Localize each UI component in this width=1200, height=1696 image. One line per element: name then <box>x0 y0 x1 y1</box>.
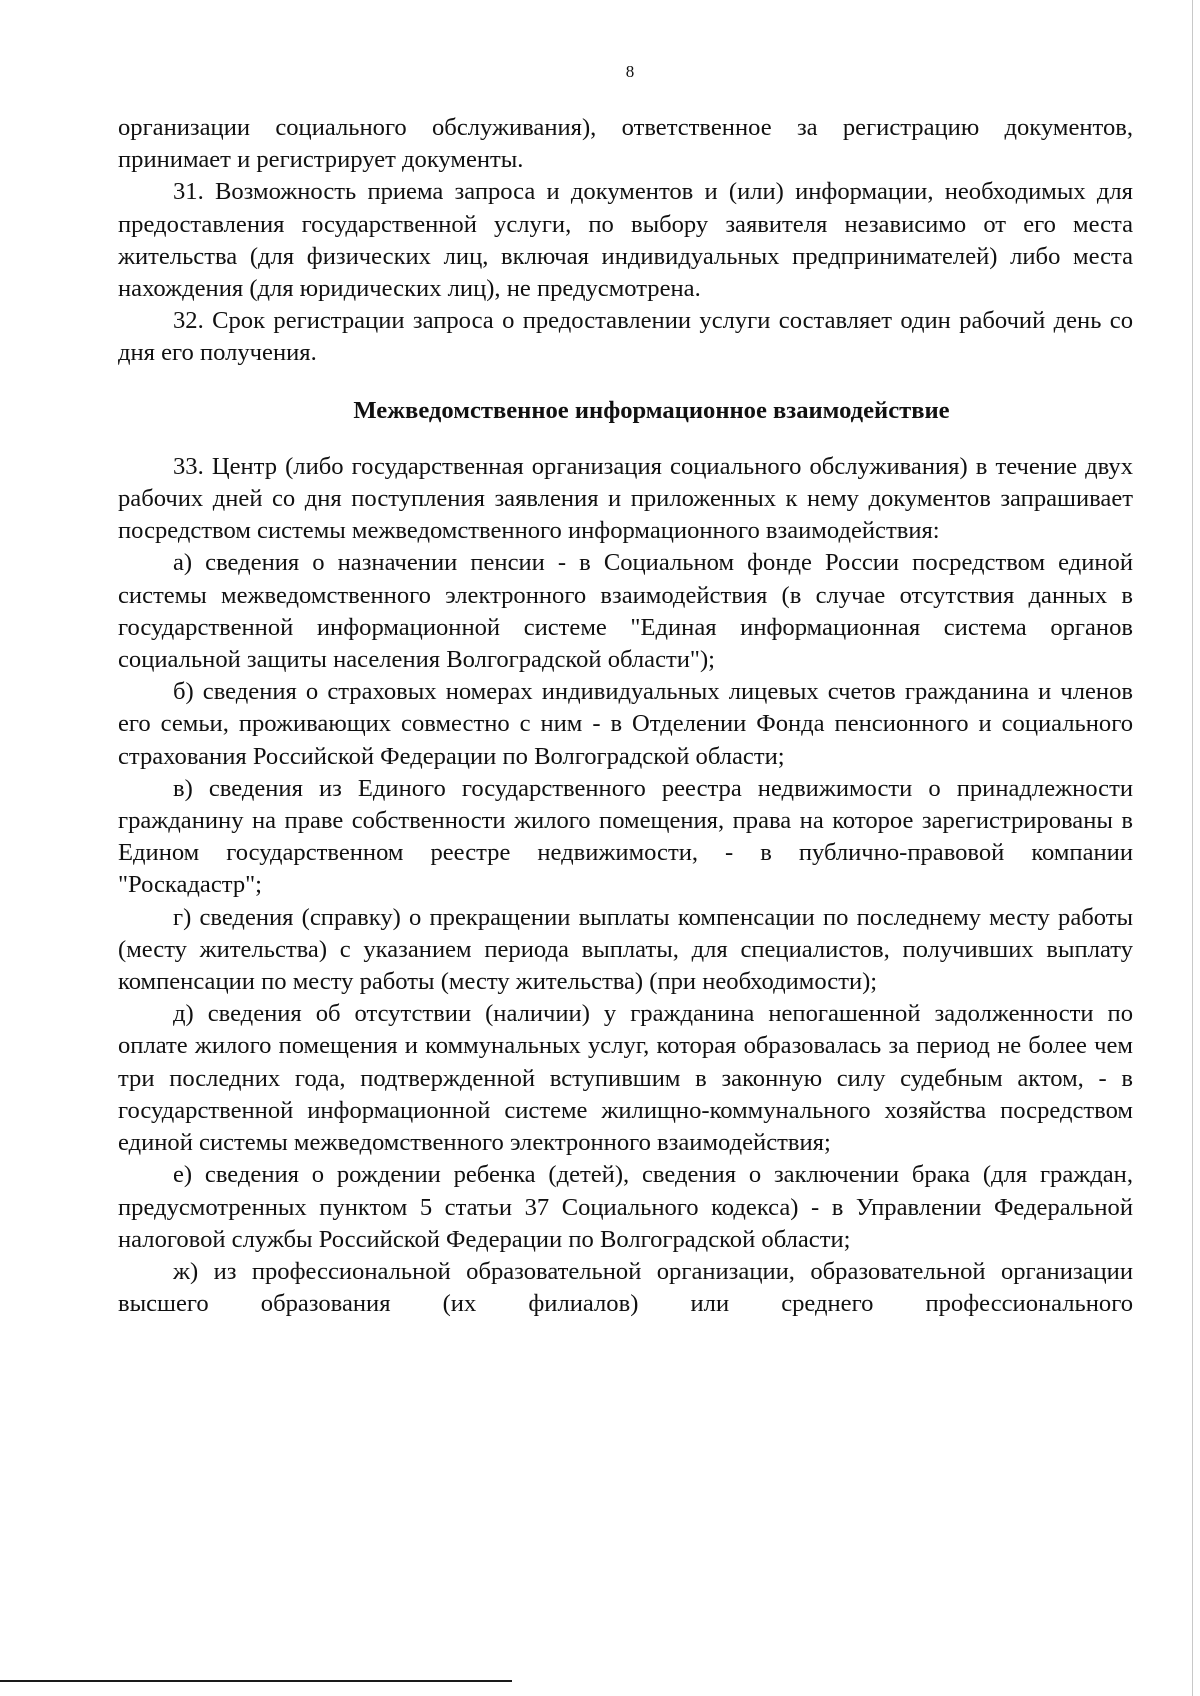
paragraph-31: 31. Возможность приема запроса и документов и (или) информации, необходимых для предоставления государственной услуги, по выбору заявителя независимо от его места жительства (для физических лиц, включая индивидуальных предпринимателей) либо места нахождения (для юридических лиц), не предусмотрена. <box>118 178 1133 303</box>
paragraph-continuation: организации социального обслуживания), ответственное за регистрацию документов, принимает и регистрирует документы. <box>118 114 1133 174</box>
page-number: 8 <box>625 62 635 81</box>
paragraph-32: 32. Срок регистрации запроса о предоставлении услуги составляет один рабочий день со дня его получения. <box>118 307 1133 367</box>
list-item-g: г) сведения (справку) о прекращении выплаты компенсации по последнему месту работы (месту жительства) с указанием периода выплаты, для специалистов, получивших выплату компенсации по месту работы (месту жительства) (при необходимости); <box>118 903 1133 996</box>
list-item-zh: ж) из профессиональной образовательной организации, образовательной организации высшего образования (их филиалов) или среднего профессионального <box>118 1257 1133 1318</box>
document-body <box>118 112 1133 1320</box>
list-item-v: в) сведения из Единого государственного реестра недвижимости о принадлежности гражданину на праве собственности жилого помещения, права на которое зарегистрированы в Едином государственном реестре недвижимости, - в публично-правовой компании "Роскадастр"; <box>118 774 1133 899</box>
section-heading: Межведомственное информационное взаимодействие <box>353 396 950 424</box>
list-item-b: б) сведения о страховых номерах индивидуальных лицевых счетов гражданина и членов его семьи, проживающих совместно с ним - в Отделении Фонда пенсионного и социального страхования Российской Федерации по Волгоградской области; <box>118 678 1133 770</box>
list-item-a: а) сведения о назначении пенсии - в Социальном фонде России посредством единой системы межведомственного электронного взаимодействия (в случае отсутствия данных в государственной информационной системе "Единая информационная система органов социальной защиты населения Волгоградской области"); <box>118 549 1133 674</box>
list-item-d: д) сведения об отсутствии (наличии) у гражданина непогашенной задолженности по оплате жилого помещения и коммунальных услуг, которая образовалась за период не более чем три последних года, подтвержденной вступившим в законную силу судебным актом, - в государственной информационной системе жилищно-коммунального хозяйства посредством единой системы межведомственного электронного взаимодействия; <box>118 1000 1133 1157</box>
scan-edge-line <box>1192 0 1193 1696</box>
paragraph-33: 33. Центр (либо государственная организация социального обслуживания) в течение двух рабочих дней со дня поступления заявления и приложенных к нему документов запрашивает посредством системы межведомственного информационного взаимодействия: <box>118 452 1133 545</box>
bottom-scan-rule <box>0 1680 512 1682</box>
list-item-e: е) сведения о рождении ребенка (детей), сведения о заключении брака (для граждан, предусмотренных пунктом 5 статьи 37 Социального кодекса) - в Управлении Федеральной налоговой службы Российской Федерации по Волгоградской области; <box>118 1161 1133 1253</box>
